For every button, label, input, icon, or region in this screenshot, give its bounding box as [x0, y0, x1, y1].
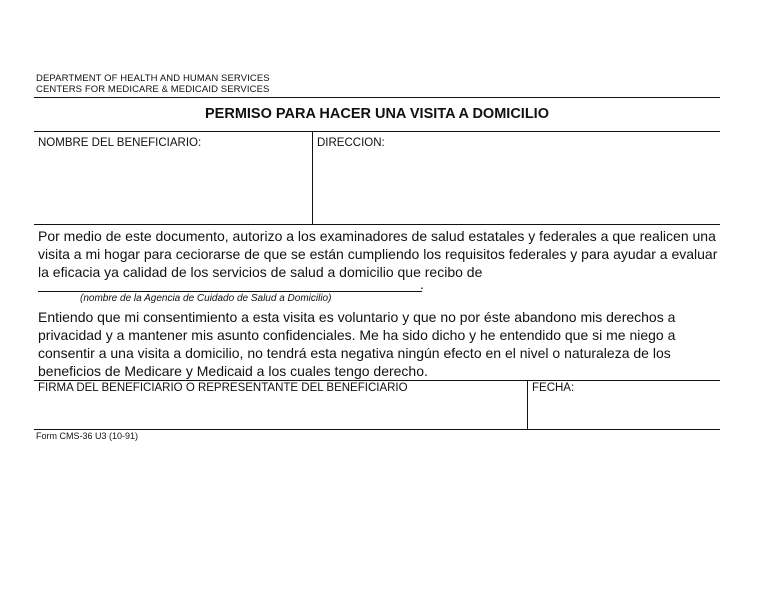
department-line-1: DEPARTMENT OF HEALTH AND HUMAN SERVICES [36, 73, 270, 84]
department-header [36, 73, 270, 95]
department-line-2: CENTERS FOR MEDICARE & MEDICAID SERVICES [36, 84, 270, 95]
date-label: FECHA: [532, 382, 575, 394]
agency-name-line[interactable] [38, 291, 422, 292]
signature-label: FIRMA DEL BENEFICIARIO O REPRESENTANTE DEL BENEFICIARIO [38, 382, 408, 394]
info-box-divider [312, 131, 313, 224]
beneficiary-name-label: NOMBRE DEL BENEFICIARIO: [38, 137, 202, 149]
agency-line-period: . [420, 276, 424, 292]
address-label: DIRECCION: [317, 137, 385, 149]
form-title: PERMISO PARA HACER UNA VISITA A DOMICILIO [205, 106, 549, 122]
consent-paragraph: Entiendo que mi consentimiento a esta visita es voluntario y que no por éste abandono mis derechos a privacidad y a mantener mis asunto confidenciales. Me ha sido dicho y he entendido que si me niego a consentir a una visita a domicilio, no tendrá esta negativa ningún efecto en el nivel o naturaleza de los beneficios de Medicare y Medicaid a los cuales tengo derecho. [38, 309, 676, 379]
form-number: Form CMS-36 U3 (10-91) [36, 431, 139, 441]
authorization-paragraph: Por medio de este documento, autorizo a los examinadores de salud estatales y federales a que realicen una visita a mi hogar para ceciorarse de que se están cumpliendo los requisitos federales y para ayudar a evaluar la eficacia ya calidad de los servicios de salud a domicilio que recibo de [38, 228, 718, 280]
agency-name-caption: (nombre de la Agencia de Cuidado de Salud a Domicilio) [80, 293, 332, 304]
signature-box-divider [527, 380, 528, 429]
title-top-rule [34, 97, 720, 98]
